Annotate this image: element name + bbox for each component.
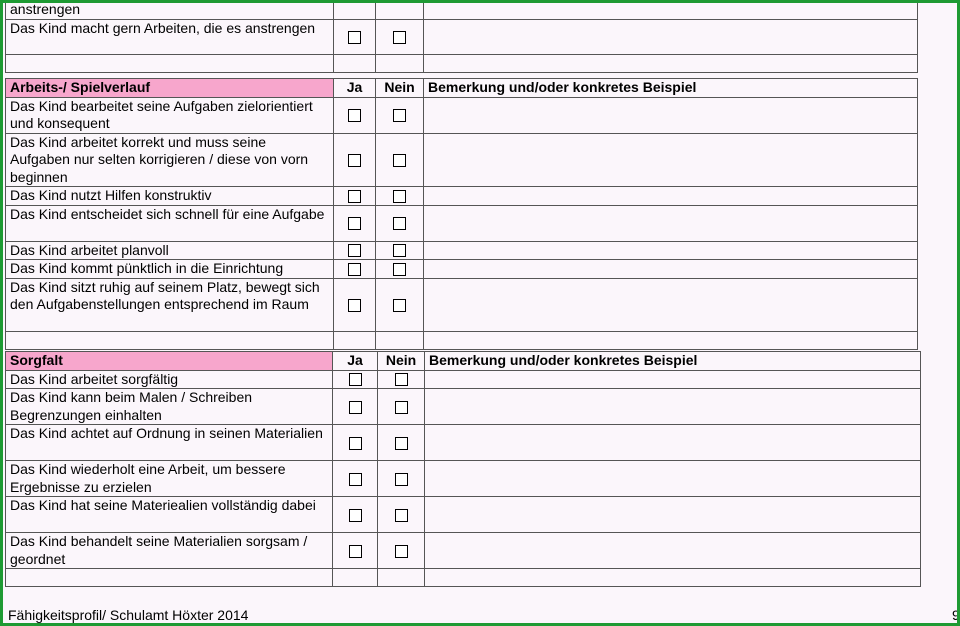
- checkbox-no[interactable]: [393, 154, 406, 167]
- cell-no: [376, 278, 424, 331]
- checkbox-no[interactable]: [395, 437, 408, 450]
- checkbox-yes[interactable]: [349, 373, 362, 386]
- cell-no: [378, 533, 425, 569]
- checkbox-yes[interactable]: [348, 154, 361, 167]
- remark-cell[interactable]: [425, 370, 921, 389]
- cell-yes: [333, 533, 378, 569]
- cell-no: [376, 205, 424, 241]
- checkbox-yes[interactable]: [349, 437, 362, 450]
- criterion-text: Das Kind entscheidet sich schnell für eine Aufgabe: [6, 205, 334, 241]
- cell-yes: [333, 569, 378, 587]
- checkbox-no[interactable]: [393, 31, 406, 44]
- checkbox-yes[interactable]: [348, 244, 361, 257]
- section-title: Arbeits-/ Spielverlauf: [6, 79, 334, 98]
- criterion-row: [6, 278, 918, 331]
- cell-yes: [333, 497, 378, 533]
- checkbox-yes[interactable]: [349, 473, 362, 486]
- criterion-text: Das Kind arbeitet sorgfältig: [6, 370, 333, 389]
- cell-yes: [334, 97, 376, 133]
- checkbox-no[interactable]: [395, 401, 408, 414]
- remark-cell[interactable]: [424, 1, 918, 20]
- criterion-row: [6, 533, 921, 569]
- criterion-text: [6, 569, 333, 587]
- criterion-row: [6, 425, 921, 461]
- criterion-row: [6, 370, 921, 389]
- cell-yes: [334, 331, 376, 349]
- criterion-row: [6, 1, 918, 20]
- column-no-header: Nein: [378, 352, 425, 371]
- cell-yes: [334, 278, 376, 331]
- checkbox-no[interactable]: [395, 545, 408, 558]
- table-continued: [5, 0, 918, 73]
- cell-yes: [334, 187, 376, 206]
- criterion-row: [6, 133, 918, 187]
- section-header-row: [6, 79, 918, 98]
- criterion-text: Das Kind sitzt ruhig auf seinem Platz, bewegt sich den Aufgabenstellungen entsprechend im Raum: [6, 278, 334, 331]
- checkbox-no[interactable]: [393, 217, 406, 230]
- remark-cell[interactable]: [425, 461, 921, 497]
- remark-cell[interactable]: [424, 20, 918, 55]
- blank-row: [6, 331, 918, 349]
- criterion-text: Das Kind kommt pünktlich in die Einrichtung: [6, 260, 334, 279]
- criterion-text: Das Kind nutzt Hilfen konstruktiv: [6, 187, 334, 206]
- table-sorgfalt: [5, 351, 921, 587]
- criterion-row: [6, 260, 918, 279]
- cell-no: [376, 20, 424, 55]
- column-yes-header: Ja: [334, 79, 376, 98]
- cell-yes: [333, 425, 378, 461]
- remark-cell[interactable]: [424, 55, 918, 73]
- cell-yes: [334, 241, 376, 260]
- table-arbeits-spielverlauf: [5, 78, 918, 350]
- cell-yes: [334, 133, 376, 187]
- remark-cell[interactable]: [425, 569, 921, 587]
- criterion-text: [6, 331, 334, 349]
- checkbox-yes[interactable]: [348, 109, 361, 122]
- cell-no: [378, 497, 425, 533]
- cell-no: [378, 389, 425, 425]
- checkbox-no[interactable]: [393, 109, 406, 122]
- criterion-text: Das Kind kann beim Malen / Schreiben Begrenzungen einhalten: [6, 389, 333, 425]
- cell-yes: [333, 461, 378, 497]
- checkbox-no[interactable]: [393, 190, 406, 203]
- remark-cell[interactable]: [425, 425, 921, 461]
- section-header-row: [6, 352, 921, 371]
- criterion-text: anstrengen: [6, 1, 334, 20]
- cell-no: [378, 370, 425, 389]
- remark-cell[interactable]: [424, 97, 918, 133]
- cell-yes: [333, 389, 378, 425]
- criterion-text: Das Kind bearbeitet seine Aufgaben zielorientiert und konsequent: [6, 97, 334, 133]
- checkbox-yes[interactable]: [348, 263, 361, 276]
- remark-cell[interactable]: [424, 278, 918, 331]
- cell-yes: [334, 205, 376, 241]
- column-yes-header: Ja: [333, 352, 378, 371]
- criterion-text: Das Kind macht gern Arbeiten, die es anstrengen: [6, 20, 334, 55]
- criterion-row: [6, 461, 921, 497]
- criterion-row: [6, 389, 921, 425]
- criterion-text: Das Kind hat seine Materiealien vollständig dabei: [6, 497, 333, 533]
- criterion-text: [6, 55, 334, 73]
- criterion-text: Das Kind achtet auf Ordnung in seinen Materialien: [6, 425, 333, 461]
- checkbox-yes[interactable]: [349, 545, 362, 558]
- remark-cell[interactable]: [424, 205, 918, 241]
- checkbox-no[interactable]: [395, 373, 408, 386]
- footer-text: Fähigkeitsprofil/ Schulamt Höxter 2014: [8, 607, 249, 623]
- cell-no: [376, 187, 424, 206]
- checkbox-no[interactable]: [393, 299, 406, 312]
- checkbox-no[interactable]: [393, 263, 406, 276]
- checkbox-yes[interactable]: [348, 190, 361, 203]
- criterion-row: [6, 187, 918, 206]
- column-remark-header: Bemerkung und/oder konkretes Beispiel: [425, 352, 921, 371]
- checkbox-yes[interactable]: [349, 401, 362, 414]
- criterion-row: [6, 205, 918, 241]
- criterion-text: Das Kind arbeitet korrekt und muss seine Aufgaben nur selten korrigieren / diese von vorn beginnen: [6, 133, 334, 187]
- checkbox-yes[interactable]: [348, 299, 361, 312]
- page-number: 9: [952, 607, 960, 623]
- cell-no: [376, 133, 424, 187]
- cell-yes: [334, 260, 376, 279]
- cell-no: [376, 260, 424, 279]
- criterion-text: Das Kind arbeitet planvoll: [6, 241, 334, 260]
- criterion-text: Das Kind behandelt seine Materialien sorgsam / geordnet: [6, 533, 333, 569]
- remark-cell[interactable]: [424, 133, 918, 187]
- remark-cell[interactable]: [424, 241, 918, 260]
- column-remark-header: Bemerkung und/oder konkretes Beispiel: [424, 79, 918, 98]
- remark-cell[interactable]: [425, 533, 921, 569]
- remark-cell[interactable]: [425, 389, 921, 425]
- remark-cell[interactable]: [424, 260, 918, 279]
- remark-cell[interactable]: [425, 497, 921, 533]
- cell-no: [376, 55, 424, 73]
- section-title: Sorgfalt: [6, 352, 333, 371]
- column-no-header: Nein: [376, 79, 424, 98]
- blank-row: [6, 569, 921, 587]
- cell-yes: [334, 1, 376, 20]
- cell-no: [378, 461, 425, 497]
- blank-row: [6, 55, 918, 73]
- cell-no: [378, 569, 425, 587]
- checkbox-yes[interactable]: [349, 509, 362, 522]
- checkbox-no[interactable]: [395, 509, 408, 522]
- criterion-text: Das Kind wiederholt eine Arbeit, um bessere Ergebnisse zu erzielen: [6, 461, 333, 497]
- criterion-row: [6, 241, 918, 260]
- criterion-row: [6, 20, 918, 55]
- cell-yes: [333, 370, 378, 389]
- remark-cell[interactable]: [424, 187, 918, 206]
- checkbox-yes[interactable]: [348, 31, 361, 44]
- cell-no: [376, 97, 424, 133]
- cell-no: [376, 1, 424, 20]
- criterion-row: [6, 497, 921, 533]
- cell-yes: [334, 55, 376, 73]
- remark-cell[interactable]: [424, 331, 918, 349]
- checkbox-no[interactable]: [395, 473, 408, 486]
- criterion-row: [6, 97, 918, 133]
- checkbox-no[interactable]: [393, 244, 406, 257]
- cell-no: [378, 425, 425, 461]
- cell-yes: [334, 20, 376, 55]
- cell-no: [376, 241, 424, 260]
- checkbox-yes[interactable]: [348, 217, 361, 230]
- cell-no: [376, 331, 424, 349]
